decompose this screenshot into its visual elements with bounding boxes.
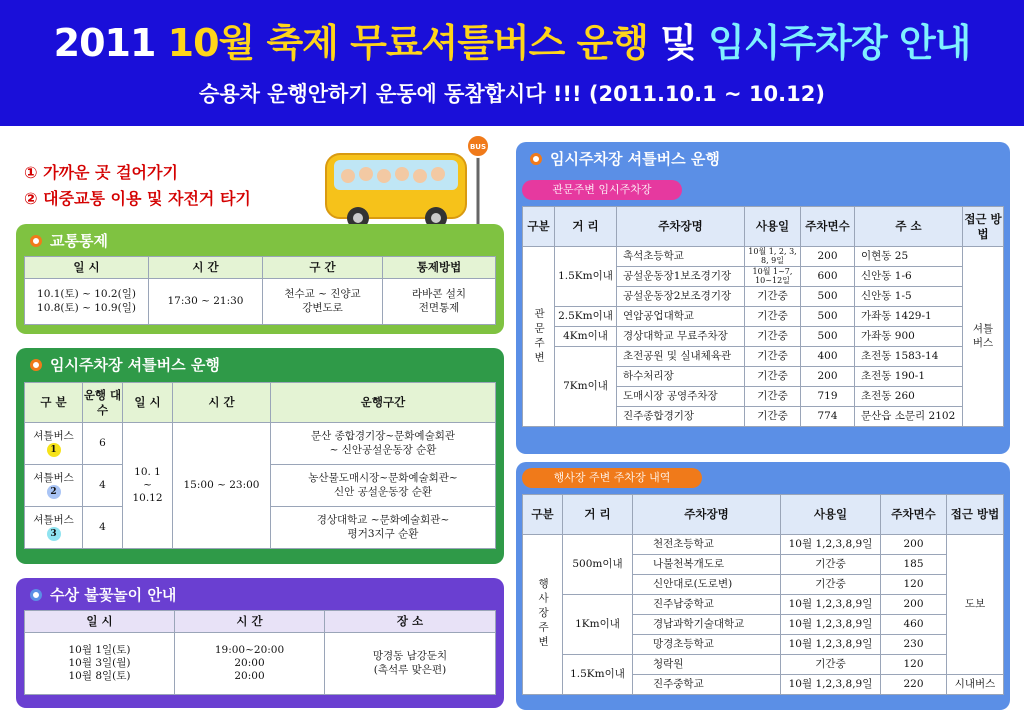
bullet-icon (30, 589, 42, 601)
table-cell: 기간중 (745, 407, 801, 427)
number-badge: 1 (47, 443, 61, 457)
table-cell: 기간중 (745, 327, 801, 347)
table-cell: 10. 1 ~ 10.12 (123, 423, 173, 549)
bullet-icon (530, 153, 542, 165)
table-cell: 185 (881, 555, 947, 575)
table-cell: 10.1(토) ~ 10.2(일) 10.8(토) ~ 10.9(일) (25, 279, 149, 325)
table-cell: 6 (83, 423, 123, 465)
table-cell: 초전공원 및 실내체육관 (617, 347, 745, 367)
table-cell: 17:30 ~ 21:30 (149, 279, 263, 325)
table-cell: 4Km이내 (555, 327, 617, 347)
table-cell: 신안동 1-5 (855, 287, 963, 307)
col-header: 접근 방법 (947, 495, 1004, 535)
table-cell: 하수처리장 (617, 367, 745, 387)
table-cell: 기간중 (781, 655, 881, 675)
table-cell: 4 (83, 465, 123, 507)
shuttle-right-panel (516, 142, 1010, 454)
slogan-line-1: ① 가까운 곳 걸어가기 (24, 163, 178, 182)
col-header: 사용일 (781, 495, 881, 535)
table-cell: 가좌동 900 (855, 327, 963, 347)
col-header: 통제방법 (383, 257, 496, 279)
table-cell: 가좌동 1429-1 (855, 307, 963, 327)
col-header: 시 간 (173, 383, 271, 423)
bus-illustration (318, 132, 498, 232)
col-header: 접근 방법 (963, 207, 1004, 247)
fireworks-title: 수상 불꽃놀이 안내 (50, 586, 177, 604)
table-cell: 120 (881, 655, 947, 675)
event-parking-panel (516, 462, 1010, 710)
table-cell: 1.5Km이내 (563, 655, 633, 695)
slogan (24, 160, 251, 212)
table-cell: 200 (881, 595, 947, 615)
table-cell: 400 (801, 347, 855, 367)
table-cell: 500 (801, 307, 855, 327)
table-cell: 신안대로(도로변) (633, 575, 781, 595)
table-cell: 진주중학교 (633, 675, 781, 695)
col-header: 구분 (523, 207, 555, 247)
table-cell: 10월 1,2,3,8,9일 (781, 675, 881, 695)
table-cell: 문산읍 소문리 2102 (855, 407, 963, 427)
col-header: 주차면수 (801, 207, 855, 247)
col-header: 사용일 (745, 207, 801, 247)
table-cell: 500 (801, 327, 855, 347)
col-header: 거 리 (563, 495, 633, 535)
fireworks-table (24, 610, 496, 695)
table-cell: 시내버스 (947, 675, 1004, 695)
col-header: 운행 대수 (83, 383, 123, 423)
traffic-control-panel (16, 224, 504, 334)
traffic-table (24, 256, 496, 325)
number-badge: 2 (47, 485, 61, 499)
table-cell: 600 (801, 267, 855, 287)
table-cell: 기간중 (781, 575, 881, 595)
table-cell: 기간중 (745, 367, 801, 387)
table-cell: 공설운동장2보조경기장 (617, 287, 745, 307)
col-header: 운행구간 (271, 383, 496, 423)
table-cell: 도매시장 공영주차장 (617, 387, 745, 407)
table-cell: 초전동 1583-14 (855, 347, 963, 367)
col-header: 구 간 (263, 257, 383, 279)
table-cell: 연암공업대학교 (617, 307, 745, 327)
table-cell: 4 (83, 507, 123, 549)
table-cell: 7Km이내 (555, 347, 617, 427)
page-subtitle: 승용차 운행안하기 운동에 동참합시다 !!! (2011.10.1 ~ 10.12) (199, 82, 825, 106)
table-cell: 10월 1일(토) 10월 3일(월) 10월 8일(토) (25, 633, 175, 695)
number-badge: 3 (47, 527, 61, 541)
table-cell: 기간중 (745, 307, 801, 327)
table-cell: 10월 1,2,3,8,9일 (781, 615, 881, 635)
table-cell: 200 (801, 367, 855, 387)
table-cell: 10월 1,2,3,8,9일 (781, 595, 881, 615)
table-cell: 15:00 ~ 23:00 (173, 423, 271, 549)
table-cell: 500m이내 (563, 535, 633, 595)
table-cell: 초전동 190-1 (855, 367, 963, 387)
table-cell: 기간중 (745, 287, 801, 307)
col-header: 주차장명 (617, 207, 745, 247)
table-cell: 경남과학기술대학교 (633, 615, 781, 635)
table-cell: 1Km이내 (563, 595, 633, 655)
table-cell: 천전초등학교 (633, 535, 781, 555)
bullet-icon (30, 359, 42, 371)
table-cell: 경상대학교 무료주차장 (617, 327, 745, 347)
table-cell: 청락원 (633, 655, 781, 675)
shuttle-parking-table (522, 206, 1004, 427)
table-cell: 행사장주변 (523, 535, 563, 695)
page-title: 2011 10월 축제 무료셔틀버스 운행 및 임시주차장 안내 (53, 21, 971, 65)
table-cell: 200 (801, 247, 855, 267)
table-cell: 셔틀 버스 (963, 247, 1004, 427)
table-cell: 19:00~20:00 20:00 20:00 (175, 633, 325, 695)
col-header: 거 리 (555, 207, 617, 247)
parking-tag: 관문주변 임시주차장 (522, 180, 682, 200)
table-cell: 200 (881, 535, 947, 555)
table-cell: 경상대학교 ~문화예술회관~ 평거3지구 순환 (271, 507, 496, 549)
table-cell: 774 (801, 407, 855, 427)
table-cell: 셔틀버스 1 (25, 423, 83, 465)
table-cell: 1.5Km이내 (555, 247, 617, 307)
shuttle-left-title: 임시주차장 셔틀버스 운행 (50, 356, 220, 374)
table-cell: 230 (881, 635, 947, 655)
col-header: 주차면수 (881, 495, 947, 535)
shuttle-right-title: 임시주차장 셔틀버스 운행 (550, 150, 720, 168)
col-header: 주차장명 (633, 495, 781, 535)
table-cell: 천수교 ~ 진양교 강변도로 (263, 279, 383, 325)
table-cell: 10월 1~7, 10~12일 (745, 267, 801, 287)
table-cell: 10월 1,2,3,8,9일 (781, 535, 881, 555)
table-cell: 관문주변 (523, 247, 555, 427)
table-cell: 기간중 (745, 347, 801, 367)
col-header: 구분 (523, 495, 563, 535)
shuttle-left-table (24, 382, 496, 549)
col-header: 시 간 (149, 257, 263, 279)
table-cell: 나불천복개도로 (633, 555, 781, 575)
table-cell: 촉석초등학교 (617, 247, 745, 267)
table-cell: 진주종합경기장 (617, 407, 745, 427)
col-header: 시 간 (175, 611, 325, 633)
col-header: 주 소 (855, 207, 963, 247)
table-cell: 진주남중학교 (633, 595, 781, 615)
table-cell: 2.5Km이내 (555, 307, 617, 327)
table-cell: 10월 1, 2, 3, 8, 9일 (745, 247, 801, 267)
table-cell: 망경동 남강둔치 (촉석루 맞은편) (325, 633, 496, 695)
table-cell: 500 (801, 287, 855, 307)
table-cell: 기간중 (745, 387, 801, 407)
col-header: 일 시 (123, 383, 173, 423)
table-cell: 10월 1,2,3,8,9일 (781, 635, 881, 655)
col-header: 장 소 (325, 611, 496, 633)
table-cell: 문산 종합경기장~문화예술회관 ~ 신안공설운동장 순환 (271, 423, 496, 465)
bullet-icon (30, 235, 42, 247)
fireworks-panel (16, 578, 504, 708)
table-cell: 719 (801, 387, 855, 407)
table-cell: 이현동 25 (855, 247, 963, 267)
table-cell: 망경초등학교 (633, 635, 781, 655)
table-cell: 초전동 260 (855, 387, 963, 407)
col-header: 일 시 (25, 611, 175, 633)
slogan-line-2: ② 대중교통 이용 및 자전거 타기 (24, 189, 251, 208)
traffic-panel-title: 교통통제 (50, 232, 108, 250)
table-cell: 라바콘 설치 전면통제 (383, 279, 496, 325)
col-header: 일 시 (25, 257, 149, 279)
table-cell: 기간중 (781, 555, 881, 575)
table-cell: 460 (881, 615, 947, 635)
table-cell: 신안동 1-6 (855, 267, 963, 287)
table-cell: 120 (881, 575, 947, 595)
table-cell: 220 (881, 675, 947, 695)
table-cell: 도보 (947, 535, 1004, 675)
header-banner (0, 0, 1024, 126)
table-cell: 셔틀버스 2 (25, 465, 83, 507)
table-cell: 공설운동장1보조경기장 (617, 267, 745, 287)
table-cell: 농산물도매시장~문화예술회관~ 신안 공설운동장 순환 (271, 465, 496, 507)
shuttle-left-panel (16, 348, 504, 564)
bus-sign-label: BUS (469, 143, 487, 151)
event-parking-table (522, 494, 1004, 695)
table-cell: 셔틀버스 3 (25, 507, 83, 549)
event-parking-tag: 행사장 주변 주차장 내역 (522, 468, 702, 488)
col-header: 구 분 (25, 383, 83, 423)
